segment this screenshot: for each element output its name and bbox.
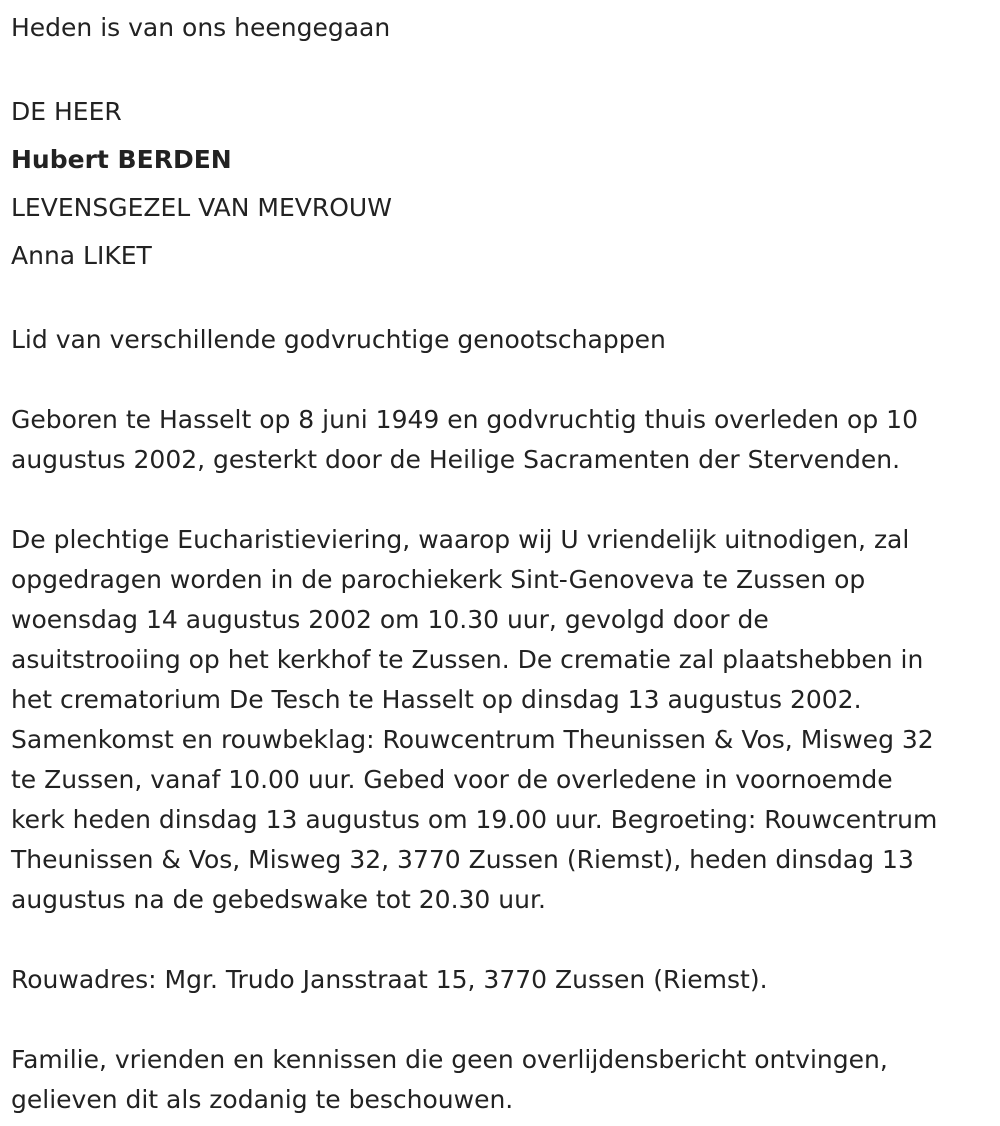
obituary-text [11,8,996,1120]
birth-death-paragraph: Geboren te Hasselt op 8 juni 1949 en godvruchtig thuis overleden op 10 augustus 2002, gesterkt door de Heilige Sacramenten der Stervenden. [11,405,918,474]
ceremony-paragraph: De plechtige Eucharistieviering, waarop wij U vriendelijk uitnodigen, zal opgedragen worden in de parochiekerk Sint-Genoveva te Zussen op woensdag 14 augustus 2002 om 10.30 uur, gevolgd door de asuitstrooiing op het kerkhof te Zussen. De crematie zal plaatshebben in het crematorium De Tesch te Hasselt op dinsdag 13 augustus 2002. Samenkomst en rouwbeklag: Rouwcentrum Theunissen & Vos, Misweg 32 te Zussen, vanaf 10.00 uur. Gebed voor de overledene in voornoemde kerk heden dinsdag 13 augustus om 19.00 uur. Begroeting: Rouwcentrum Theunissen & Vos, Misweg 32, 3770 Zussen (Riemst), heden dinsdag 13 augustus na de gebedswake tot 20.30 uur. [11,525,938,914]
deceased-name: Hubert BERDEN [11,145,232,174]
relation-line: LEVENSGEZEL VAN MEVROUW [11,193,392,222]
intro-line: Heden is van ons heengegaan [11,13,391,42]
mourning-address: Rouwadres: Mgr. Trudo Jansstraat 15, 3770 Zussen (Riemst). [11,965,768,994]
title-prefix: DE HEER [11,97,122,126]
membership-paragraph: Lid van verschillende godvruchtige genootschappen [11,325,666,354]
closing-paragraph: Familie, vrienden en kennissen die geen overlijdensbericht ontvingen, gelieven dit als zodanig te beschouwen. [11,1045,888,1114]
partner-name: Anna LIKET [11,241,152,270]
